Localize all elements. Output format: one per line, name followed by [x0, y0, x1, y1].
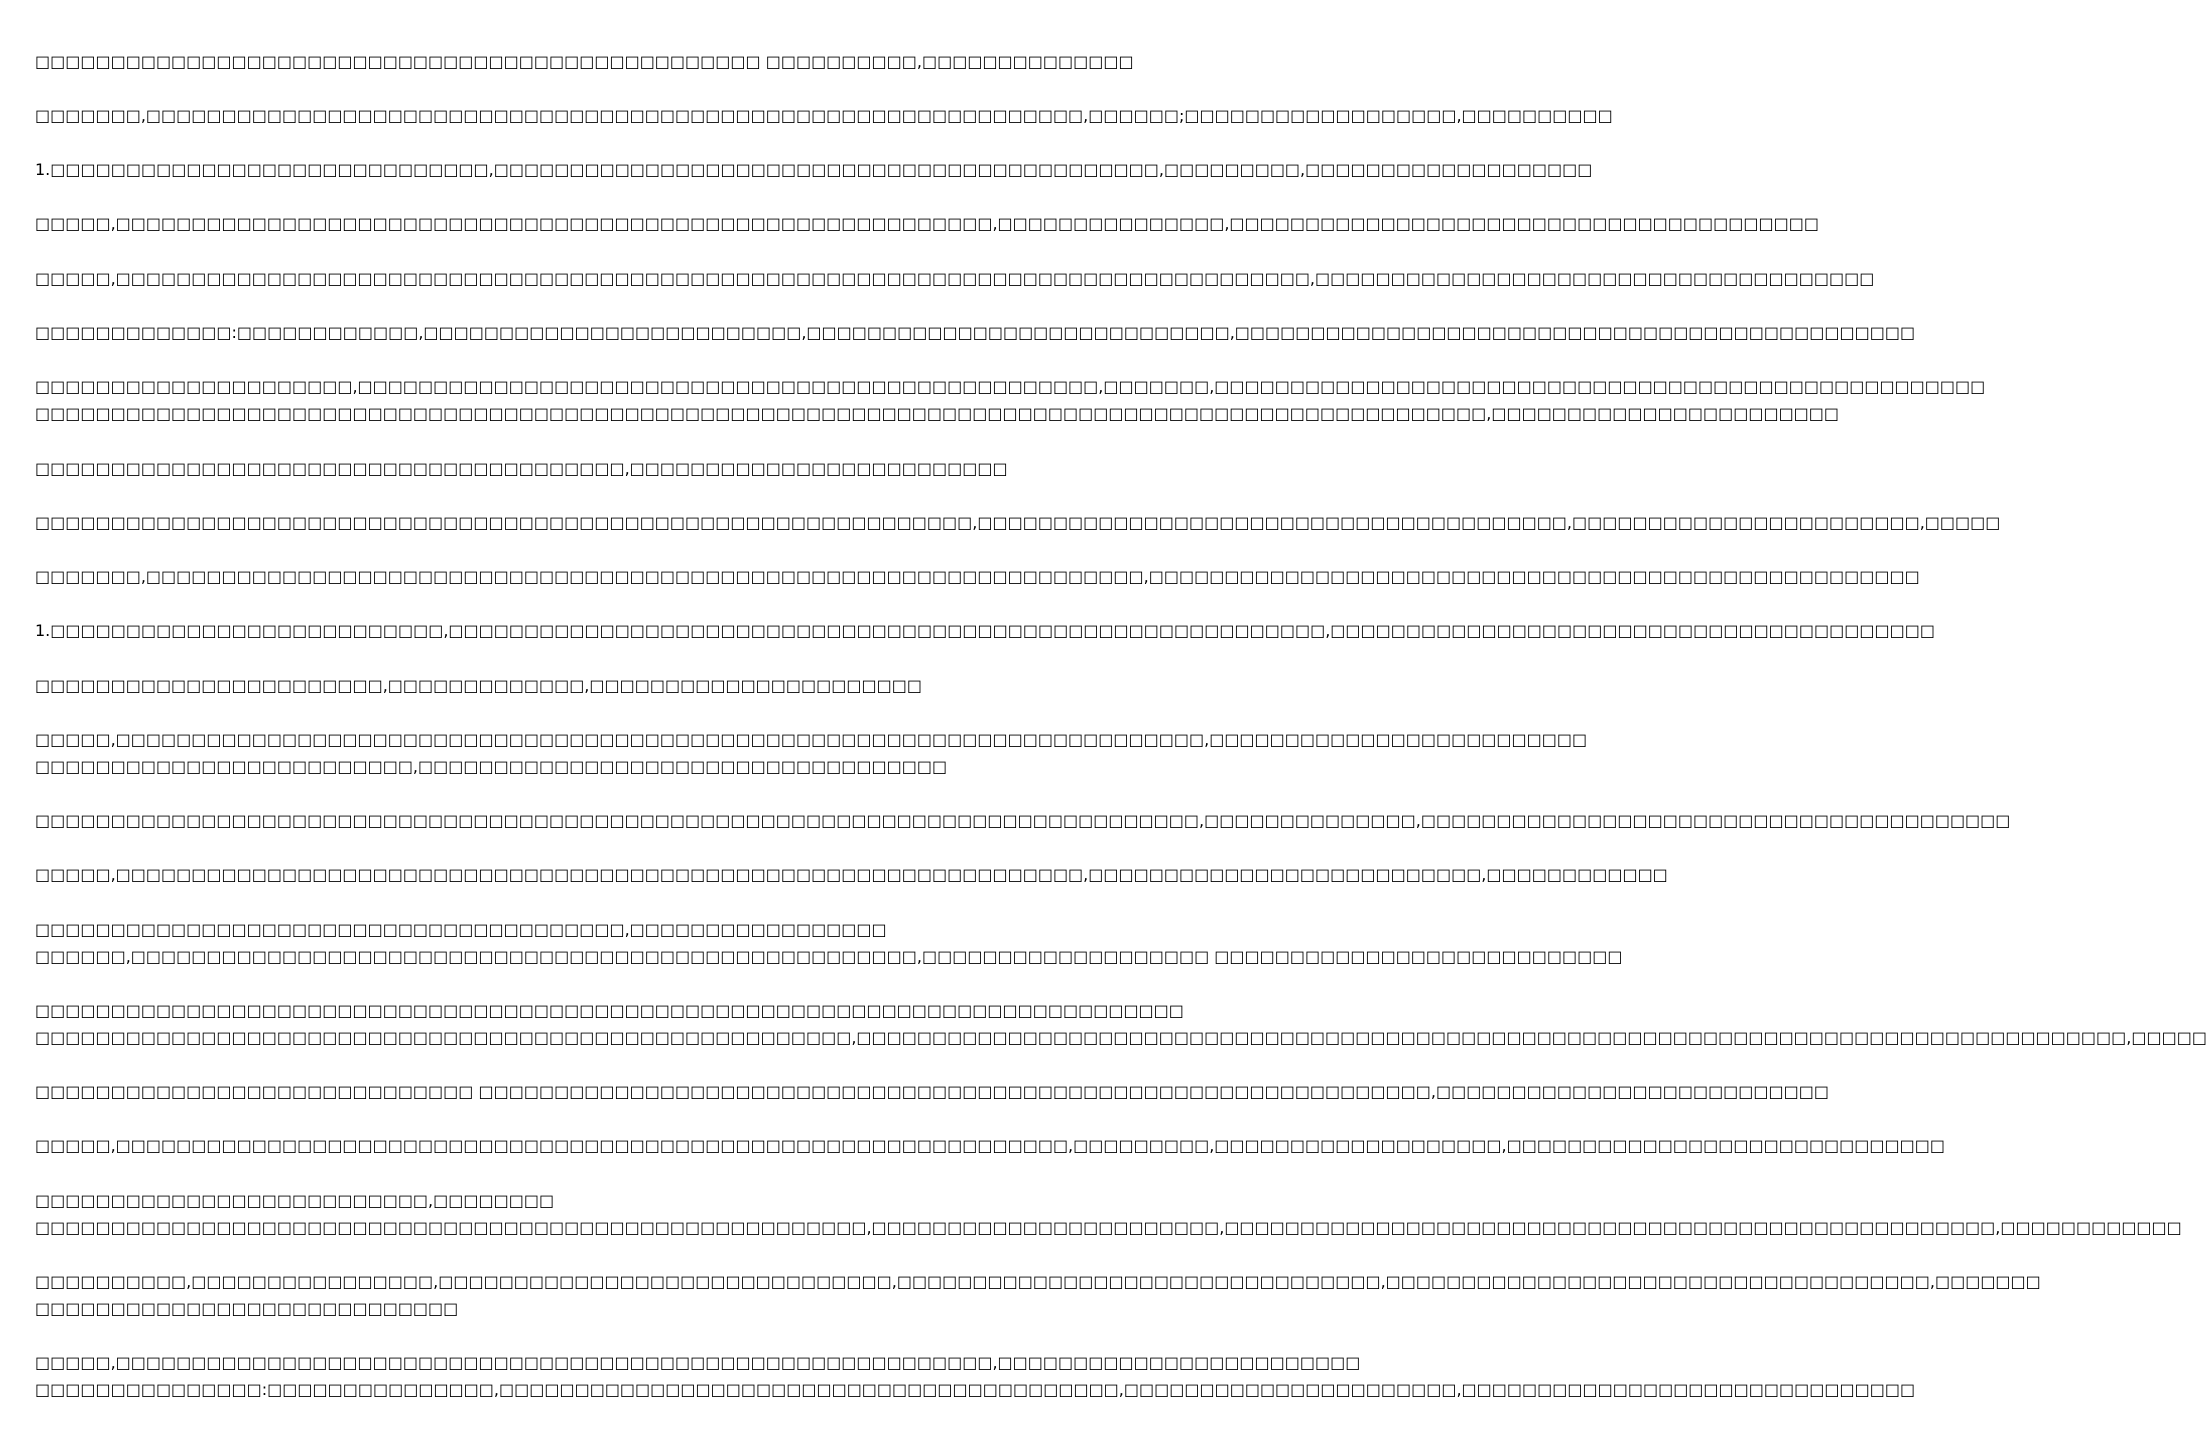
text-line: 1.□□□□□□□□□□□□□□□□□□□□□□□□□□,□□□□□□□□□□□□□□□□□□□□□□□□□□□□□□□□□□□□□□□□□□□□□□□□□□□□□□□□□□,□□□□□□□□□□□□□□□□□□□□□□□□□□□□□□□□□□□□□□□□	[35, 621, 1935, 640]
text-line: □□□□□□□□□□□□□□□:□□□□□□□□□□□□□□□,□□□□□□□□□□□□□□□□□□□□□□□□□□□□□□□□□□□□□□□□□,□□□□□□□□□□□□□□□□□□□□□□,□□□□□□□□□□□□□□□□□□□□□□□□□□□□□□	[35, 1380, 1916, 1399]
text-line: □□□□□□□□□□□□□□□□□□□□□□□□□□□□□□□□□□□□□□□□□□□□□□□□□□□□□□□□□□□□□□□□□□□□□□□□□□□□	[35, 1001, 1184, 1020]
text-line: □□□□□□□□□□□□□□□□□□□□□□□□□□□□□□□□□□□□□□□□□□□□□□□□□□□□□□□,□□□□□□□□□□□□□□□□□□□□□□□,□□□□□□□□□□□□□□□□□□□□□□□□□□□□□□□□□□□□□□□□□□□□□□□□□□□,□□□□□□□□□□□□	[35, 1218, 2182, 1237]
text-line: 1.□□□□□□□□□□□□□□□□□□□□□□□□□□□□□,□□□□□□□□□□□□□□□□□□□□□□□□□□□□□□□□□□□□□□□□□□□□,□□□□□□□□□,□□□□□□□□□□□□□□□□□□□	[35, 160, 1593, 179]
text-line: □□□□□,□□□□□□□□□□□□□□□□□□□□□□□□□□□□□□□□□□□□□□□□□□□□□□□□□□□□□□□□□□,□□□□□□□□□□□□□□□□□□□□□□□□	[35, 1353, 1361, 1372]
text-line: □□□□□□□□□□□□□□□□□□□□□□□□□□□□□□□□□□□□□□□□□□□□□□□□□□□□□□□□□□□□□□,□□□□□□□□□□□□□□□□□□□□□□□□□□□□□□□□□□□□□□□,□□□□□□□□□□□□□□□□□□□□□□□,□□□□□	[35, 513, 2001, 532]
text-line: □□□□□□□□□□□□□□□□□□□□□□□,□□□□□□□□□□□□□,□□□□□□□□□□□□□□□□□□□□□□	[35, 676, 922, 695]
text-line: □□□□□□□□□□□□□□□□□□□□□□□□□□□□□ □□□□□□□□□□□□□□□□□□□□□□□□□□□□□□□□□□□□□□□□□□□□□□□□□□□□□□□□□□□□□□□,□□□□□□□□□□□□□□□□□□□□□□□□□□	[35, 1082, 1829, 1101]
text-line: □□□□□□□□□□□□□□□□□□□□□□□□□,□□□□□□□□□□□□□□□□□□□□□□□□□□□□□□□□□□□	[35, 757, 948, 776]
text-line: □□□□□□□□□□□□□□□□□□□□□□□□□□□□□□□□□□□□□□□□□□□□□□□□□□□□□□□□□□□□□□□□□□□□□□□□□□□□□,□□□□□□□□□□□□□□,□□□□□□□□□□□□□□□□□□□□□□□□□□□□□□□□□□□□□□□	[35, 811, 2011, 830]
text-line: □□□□□,□□□□□□□□□□□□□□□□□□□□□□□□□□□□□□□□□□□□□□□□□□□□□□□□□□□□□□□□□□□□□□□□□□□□□□□□□□□□□□□,□□□□□□□□□□□□□□□□□□□□□□□□□□□□□□□□□□□□□	[35, 269, 1875, 288]
text-line: □□□□□□□□□□□□□□□□□□□□□□□□□□□□	[35, 1299, 459, 1318]
text-line: □□□□□□□□□□□□□:□□□□□□□□□□□□,□□□□□□□□□□□□□□□□□□□□□□□□□,□□□□□□□□□□□□□□□□□□□□□□□□□□□□,□□□□□□□□□□□□□□□□□□□□□□□□□□□□□□□□□□□□□□□□□□□□□	[35, 323, 1916, 342]
text-line: □□□□□,□□□□□□□□□□□□□□□□□□□□□□□□□□□□□□□□□□□□□□□□□□□□□□□□□□□□□□□□□□□□□□□□,□□□□□□□□□□□□□□□□□□□□□□□□□□,□□□□□□□□□□□□	[35, 865, 1668, 884]
text-line: □□□□□□□□□□□□□□□□□□□□□□□□□□□□□□□□□□□□□□□□□□□□□□□□□□□□□□,□□□□□□□□□□□□□□□□□□□□□□□□□□□□□□□□□□□□□□□□□□□□□□□□□□□□□□□□□□□□□□□□□□□□□□□□□□□□□□□□□□□□,□□□□□	[35, 1028, 2207, 1047]
text-line: □□□□□□□□□□□□□□□□□□□□□□□□□□□□□□□□□□□□□□□,□□□□□□□□□□□□□□□□□	[35, 920, 887, 939]
text-line: □□□□□□□□□□□□□□□□□□□□□□□□□□,□□□□□□□□	[35, 1191, 555, 1210]
text-line: □□□□□□□□□□,□□□□□□□□□□□□□□□□,□□□□□□□□□□□□□□□□□□□□□□□□□□□□□□,□□□□□□□□□□□□□□□□□□□□□□□□□□□□□□□□,□□□□□□□□□□□□□□□□□□□□□□□□□□□□□□□□□□□□,□□□□□□□	[35, 1272, 2041, 1291]
text-line: □□□□□□,□□□□□□□□□□□□□□□□□□□□□□□□□□□□□□□□□□□□□□□□□□□□□□□□□□□□,□□□□□□□□□□□□□□□□□□□ □□□□□□□□□□□□□□□□□□□□□□□□□□□	[35, 947, 1623, 966]
text-line: □□□□□□□,□□□□□□□□□□□□□□□□□□□□□□□□□□□□□□□□□□□□□□□□□□□□□□□□□□□□□□□□□□□□□□,□□□□□□;□□□□□□□□□□□□□□□□□□,□□□□□□□□□□	[35, 106, 1613, 125]
text-line: □□□□□□□□□□□□□□□□□□□□□□□□□□□□□□□□□□□□□□□,□□□□□□□□□□□□□□□□□□□□□□□□□	[35, 459, 1008, 478]
text-line: □□□□□,□□□□□□□□□□□□□□□□□□□□□□□□□□□□□□□□□□□□□□□□□□□□□□□□□□□□□□□□□□,□□□□□□□□□□□□□□□,□□□□□□□□□□□□□□□□□□□□□□□□□□□□□□□□□□□□□□□	[35, 214, 1819, 233]
text-line: □□□□□,□□□□□□□□□□□□□□□□□□□□□□□□□□□□□□□□□□□□□□□□□□□□□□□□□□□□□□□□□□□□□□□□□□□□□□□□,□□□□□□□□□□□□□□□□□□□□□□□□□	[35, 730, 1588, 749]
text-line: □□□□□□□□□□□□□□□□□□□□□,□□□□□□□□□□□□□□□□□□□□□□□□□□□□□□□□□□□□□□□□□□□□□□□□□,□□□□□□□,□□□□□□□□□□□□□□□□□□□□□□□□□□□□□□□□□□□□□□□□□□□□□□□□□□□	[35, 377, 1986, 396]
text-line: □□□□□□□□□□□□□□□□□□□□□□□□□□□□□□□□□□□□□□□□□□□□□□□□ □□□□□□□□□□,□□□□□□□□□□□□□□	[35, 52, 1134, 71]
text-line: □□□□□,□□□□□□□□□□□□□□□□□□□□□□□□□□□□□□□□□□□□□□□□□□□□□□□□□□□□□□□□□□□□□□□,□□□□□□□□□,□□□□□□□□□□□□□□□□□□□,□□□□□□□□□□□□□□□□□□□□□□□□□□□□□	[35, 1136, 1945, 1155]
text-line: □□□□□□□,□□□□□□□□□□□□□□□□□□□□□□□□□□□□□□□□□□□□□□□□□□□□□□□□□□□□□□□□□□□□□□□□□□,□□□□□□□□□□□□□□□□□□□□□□□□□□□□□□□□□□□□□□□□□□□□□□□□□□□	[35, 567, 1920, 586]
text-line: □□□□□□□□□□□□□□□□□□□□□□□□□□□□□□□□□□□□□□□□□□□□□□□□□□□□□□□□□□□□□□□□□□□□□□□□□□□□□□□□□□□□□□□□□□□□□□□□,□□□□□□□□□□□□□□□□□□□□□□□	[35, 404, 1840, 423]
